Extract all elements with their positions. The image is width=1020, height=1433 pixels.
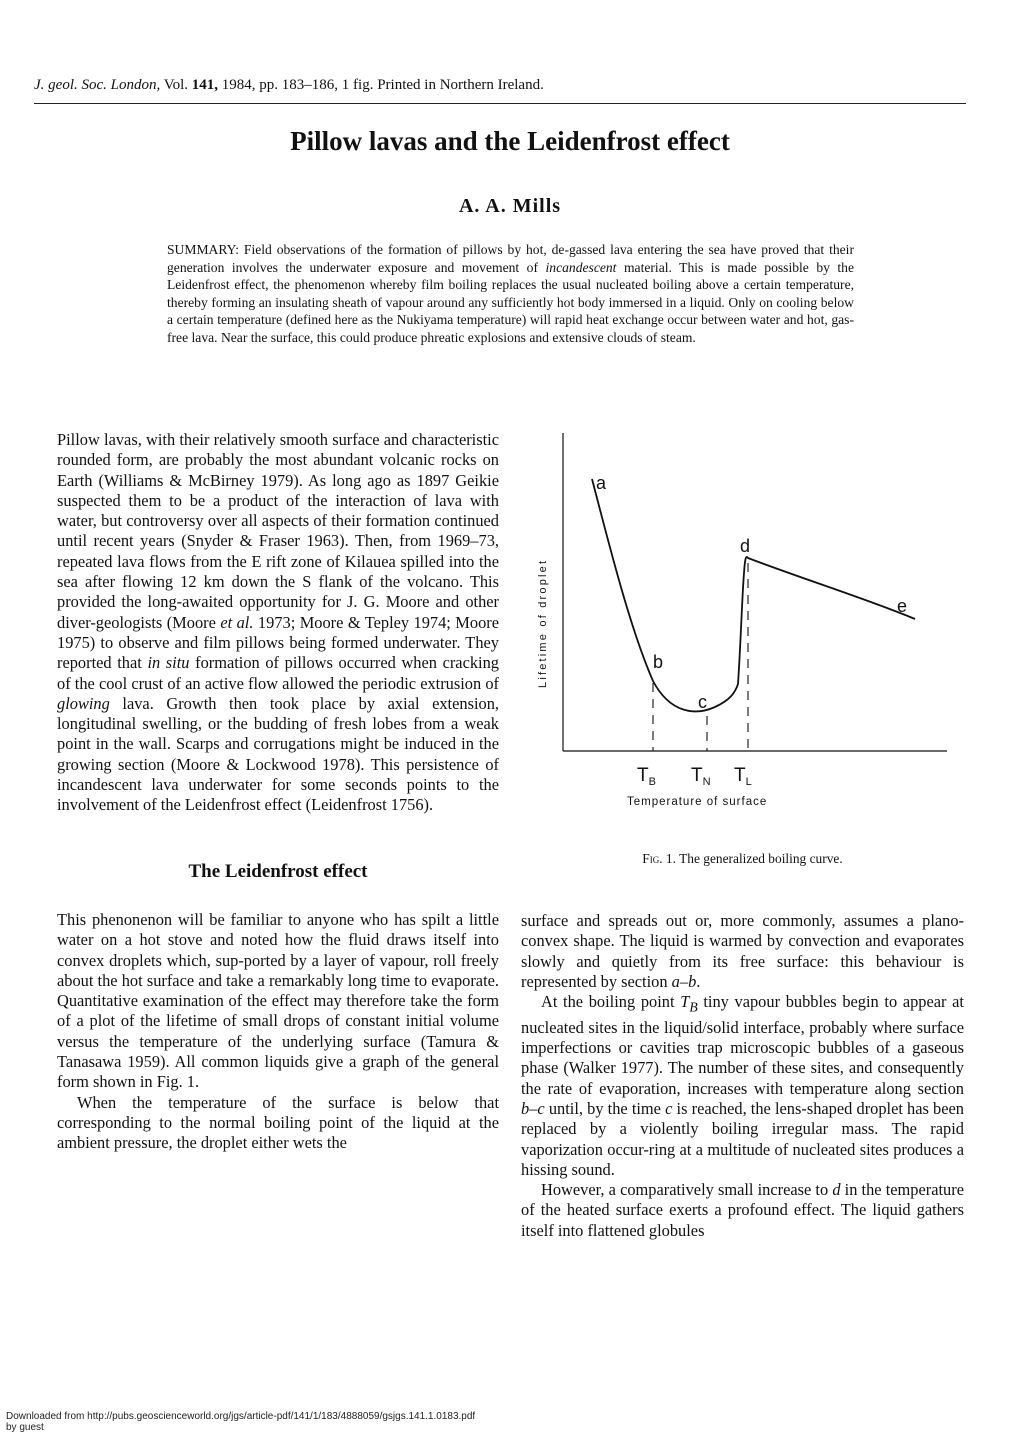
tick-label-tl: $T_L$: [734, 765, 752, 788]
body-paragraph: Pillow lavas, with their relatively smooth surface and characteristic rounded form, are probably the most abundant volcanic rocks on Earth (Williams & McBirney 1979). As long ago as 1897 Geikie suspected them to be a product of the interaction of lava with water, but controversy over all aspects of their formation continued until recent years (Snyder & Fraser 1963). Then, from 1969–73, repeated lava flows from the E rift zone of Kilauea spilled into the sea after flowing 12 km down the S flank of the volcano. This provided the long-awaited opportunity for J. G. Moore and other diver-geologists (Moore et al. 1973; Moore & Tepley 1974; Moore 1975) to observe and film pillows being formed underwater. They reported that in situ formation of pillows occurred when cracking of the cool crust of an active flow allowed the periodic extrusion of glowing lava. Growth then took place by axial extension, longitudinal swelling, or the budding of fresh lobes from a weak point in the wall. Scarps and corrugations might be induced in the growing section (Moore & Lockwood 1978). This persistence of incandescent lava underwater for some seconds points to the involvement of the Leidenfrost effect (Leidenfrost 1756).: [57, 430, 499, 815]
tick-label-tn: $T_N$: [691, 765, 711, 788]
section-heading: The Leidenfrost effect: [188, 860, 368, 882]
summary-paragraph: SUMMARY: Field observations of the formation of pillows by hot, de-gassed lava entering the sea have proved that their generation involves the underwater exposure and movement of incandescent material. This is made possible by the Leidenfrost effect, the phenomenon whereby film boiling replaces the usual nucleated boiling above a certain temperature, thereby forming an insulating sheath of vapour around any sufficiently hot body immersed in a liquid. Only on cooling below a certain temperature (defined here as the Nukiyama temperature) will rapid heat exchange occur between water and hot, gas-free lava. Near the surface, this could produce phreatic explosions and extensive clouds of steam.: [167, 242, 855, 345]
download-url-text: Downloaded from http://pubs.geoscienceworld.org/jgs/article-pdf/141/1/183/4888059/gsjgs.141.1.0183.pdf: [6, 1411, 476, 1422]
body-paragraph: However, a comparatively small increase to d in the temperature of the heated surface exerts a profound effect. The liquid gathers itself into flattened globules: [521, 1180, 964, 1240]
volume-label: Vol.: [163, 77, 189, 93]
journal-citation: [34, 77, 544, 94]
summary-label: SUMMARY:: [167, 242, 240, 257]
point-label-e: e: [897, 596, 908, 616]
body-paragraph: At the boiling point $T_B$ tiny vapour bubbles begin to appear at nucleated sites in the liquid/solid interface, probably where surface imperfections or cavities trap microscopic bubbles of a gaseous phase (Walker 1977). The number of these sites, and consequently the rate of evaporation, increases with temperature along section b–c until, by the time c is reached, the lens-shaped droplet has been replaced by a violently boiling irregular mass. The rapid vaporization occur-ring at a multitude of nucleated sites produces a hissing sound.: [521, 992, 964, 1179]
tick-label-tb: $T_B$: [637, 765, 656, 788]
boiling-curve-line: [592, 479, 915, 711]
y-axis-label: Lifetime of droplet: [537, 558, 549, 688]
article-title: Pillow lavas and the Leidenfrost effect: [290, 126, 730, 156]
body-paragraph: When the temperature of the surface is below that corresponding to the normal boiling point of the liquid at the ambient pressure, the droplet either wets the: [57, 1092, 499, 1153]
journal-name: J. geol. Soc. London,: [34, 77, 161, 93]
download-guest-text: by guest: [6, 1422, 44, 1433]
point-label-a: a: [596, 473, 607, 493]
article-author: A. A. Mills: [458, 195, 562, 217]
volume-number: 141,: [191, 77, 219, 93]
download-footer: [6, 1411, 475, 1433]
point-label-d: d: [740, 536, 751, 556]
body-paragraph: This phenonenon will be familiar to anyone who has spilt a little water on a hot stove and noted how the fluid draws itself into convex droplets which, sup-ported by a layer of vapour, roll freely about the hot surface and take a remarkably long time to evaporate. Quantitative examination of the effect may therefore take the form of a plot of the lifetime of small drops of constant initial volume versus the temperature of the underlying surface (Tamura & Tanasawa 1959). All common liquids give a graph of the general form shown in Fig. 1.: [57, 909, 499, 1092]
header-rule: [34, 103, 966, 104]
point-label-b: b: [653, 652, 664, 672]
left-column: [57, 430, 499, 1154]
body-paragraph: surface and spreads out or, more commonly, assumes a plano-convex shape. The liquid is warmed by convection and evaporates slowly and quietly from its free surface: this behaviour is represented by section a–b.: [521, 911, 964, 991]
point-label-c: c: [698, 692, 707, 712]
figure-caption: Fig. 1. The generalized boiling curve.: [642, 851, 843, 866]
boiling-curve-figure: [510, 428, 970, 818]
citation-details: 1984, pp. 183–186, 1 fig. Printed in Northern Ireland.: [221, 77, 544, 93]
right-column: [521, 911, 964, 1241]
x-axis-label: Temperature of surface: [627, 796, 768, 808]
